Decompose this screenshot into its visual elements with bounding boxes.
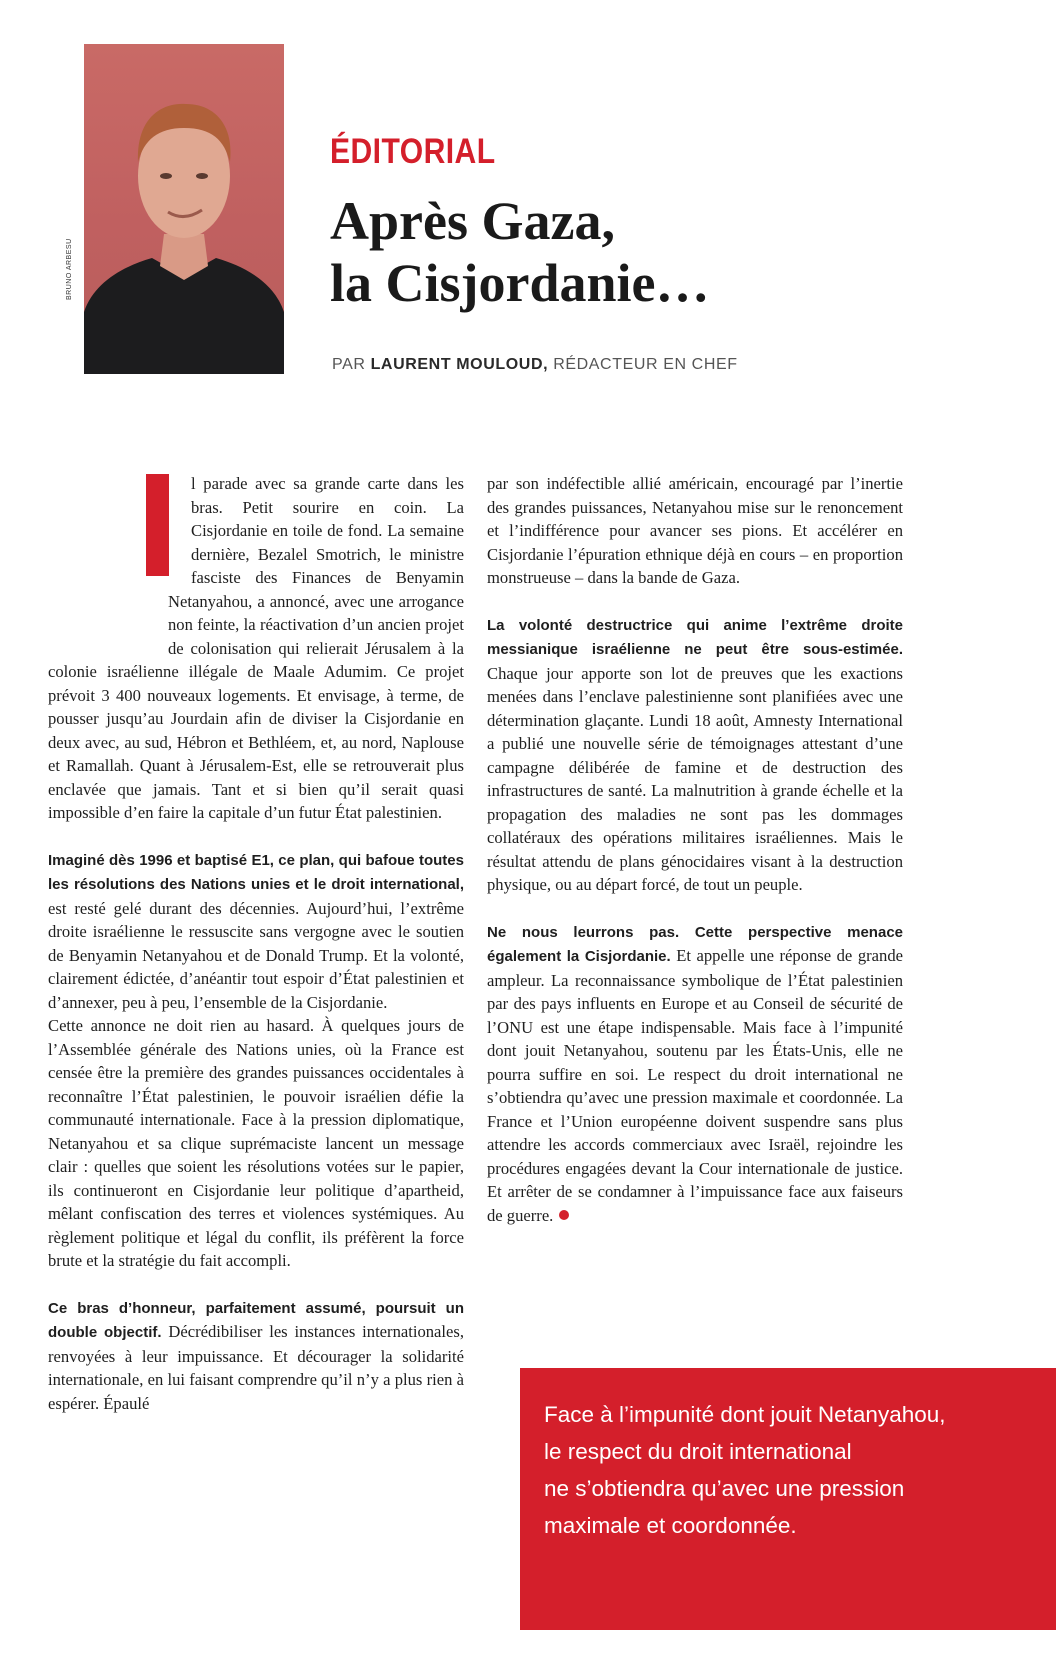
- pull-quote-line-3: ne s’obtiendra qu’avec une pression: [544, 1476, 905, 1501]
- paragraph-7: [487, 920, 903, 1228]
- pull-quote-line-4: maximale et coordonnée.: [544, 1513, 797, 1538]
- paragraph-3: Cette annonce ne doit rien au hasard. À quelques jours de l’Assemblée générale des Nations unies, où la France est censée être la première des grandes puissances occidentales à reconnaître l’État palestinien, le pouvoir israélien défie la communauté internationale. Face à la pression diplomatique, Netanyahou et sa clique suprémaciste lancent un message clair : quelles que soient les résolutions votées sur le papier, ils continueront en Cisjordanie leur politique d’apartheid, mêlant confiscation des terres et violences systémiques. Au règlement politique et légal du conflit, ils préfèrent la force brute et la stratégie du fait accompli.: [48, 1016, 464, 1270]
- pull-quote-line-1: Face à l’impunité dont jouit Netanyahou,: [544, 1402, 946, 1427]
- article-column-right: [487, 472, 903, 1227]
- author-photo: [84, 44, 284, 374]
- paragraph-5: par son indéfectible allié américain, encouragé par l’inertie des grandes puissances, Netanyahou mise sur le renoncement et l’indifférence pour avancer ses pions. Et accélérer en Cisjordanie l’épuration ethnique déjà en cours – en proportion monstrueuse – dans la bande de Gaza.: [487, 474, 903, 587]
- paragraph-7-lead: Ne nous leurrons pas. Cette perspective menace également la Cisjordanie.: [487, 923, 903, 965]
- article-column-left: [48, 472, 464, 1415]
- byline-role: RÉDACTEUR EN CHEF: [548, 356, 738, 373]
- paragraph-6-body: Chaque jour apporte son lot de preuves que les exactions menées dans l’enclave palestinienne sont planifiées avec une détermination glaçante. Lundi 18 août, Amnesty International a publié une nouvelle série de témoignages attestant d’une campagne délibérée de famine et de destruction des infrastructures de santé. La malnutrition à grande échelle et la propagation des maladies ne sont pas les dommages collatéraux des opérations militaires israéliennes. Mais le résultat attendu de plans génocidaires visant à la destruction physique, ou au départ forcé, de tout un peuple.: [487, 663, 903, 894]
- paragraph-2-lead: Imaginé dès 1996 et baptisé E1, ce plan, qui bafoue toutes les résolutions des Nations unies et le droit international,: [48, 851, 464, 893]
- paragraph-1: l parade avec sa grande carte dans les bras. Petit sourire en coin. La Cisjordanie en toile de fond. La semaine dernière, Bezalel Smotrich, le ministre fasciste des Finances de Benyamin Netanyahou, a annoncé, avec une arrogance non feinte, la réactivation d’un ancien projet de colonisation qui relierait Jérusalem à la colonie israélienne illégale de Maale Adumim. Ce projet prévoit 3 400 nouveaux logements. Et envisage, à terme, de pousser jusqu’au Jourdain afin de diviser la Cisjordanie en deux avec, au sud, Hébron et Bethléem, et, au nord, Naplouse et Ramallah. Quant à Jérusalem-Est, elle se retrouverait plus enclavée que jamais. Tant et si bien qu’il serait quasi impossible d’en faire la capitale d’un futur État palestinien.: [48, 474, 464, 822]
- pull-quote: [520, 1368, 1056, 1630]
- byline-author: LAURENT MOULOUD,: [370, 356, 549, 373]
- headline: [330, 190, 930, 314]
- pull-quote-line-2: le respect du droit international: [544, 1439, 852, 1464]
- end-mark-icon: [559, 1210, 569, 1220]
- portrait-illustration: [84, 44, 284, 374]
- paragraph-4-lead: Ce bras d’honneur, parfaitement assumé, poursuit un double objectif.: [48, 1299, 464, 1341]
- paragraph-7-body: Et appelle une réponse de grande ampleur. La reconnaissance symbolique de l’État palestinien par des pays influents en Europe et au Conseil de sécurité de l’ONU est une étape indispensable. Mais face à l’impunité dont jouit Netanyahou, soutenu par les États-Unis, elle ne pourra suffire en soi. Le respect du droit international ne s’obtiendra qu’avec une pression maximale et coordonnée. La France et l’Union européenne doivent suspendre sans plus attendre les accords commerciaux avec Israël, rejoindre les procédures engagées devant la Cour internationale de justice. Et arrêter de se condamner à l’impuissance face aux faiseurs de guerre.: [487, 946, 903, 1225]
- drop-cap-bar: [146, 474, 169, 576]
- headline-line-2: la Cisjordanie…: [330, 253, 710, 313]
- byline-prefix: PAR: [332, 356, 371, 373]
- byline: [332, 356, 738, 374]
- section-kicker: ÉDITORIAL: [330, 132, 496, 171]
- paragraph-4-body: Décrédibiliser les instances internationales, renvoyées à leur impuissance. Et décourager la solidarité internationale, en lui faisant comprendre qu’il n’y a plus rien à espérer. Épaulé: [48, 1322, 464, 1413]
- photo-credit: BRUNO ARBESU: [66, 238, 73, 300]
- paragraph-2-body: est resté gelé durant des décennies. Aujourd’hui, l’extrême droite israélienne le ressuscite sans vergogne avec le soutien de Benyamin Netanyahou et de Donald Trump. Et la volonté, clairement édictée, d’anéantir tout espoir d’État palestinien et d’annexer, peu à peu, l’ensemble de la Cisjordanie.: [48, 898, 464, 1012]
- headline-line-1: Après Gaza,: [330, 191, 615, 251]
- paragraph-6: [487, 613, 903, 897]
- paragraph-2: [48, 848, 464, 1015]
- paragraph-6-lead: La volonté destructrice qui anime l’extrême droite messianique israélienne ne peut être sous-estimée.: [487, 616, 903, 658]
- drop-cap-spacer: [48, 580, 168, 654]
- paragraph-4: [48, 1296, 464, 1416]
